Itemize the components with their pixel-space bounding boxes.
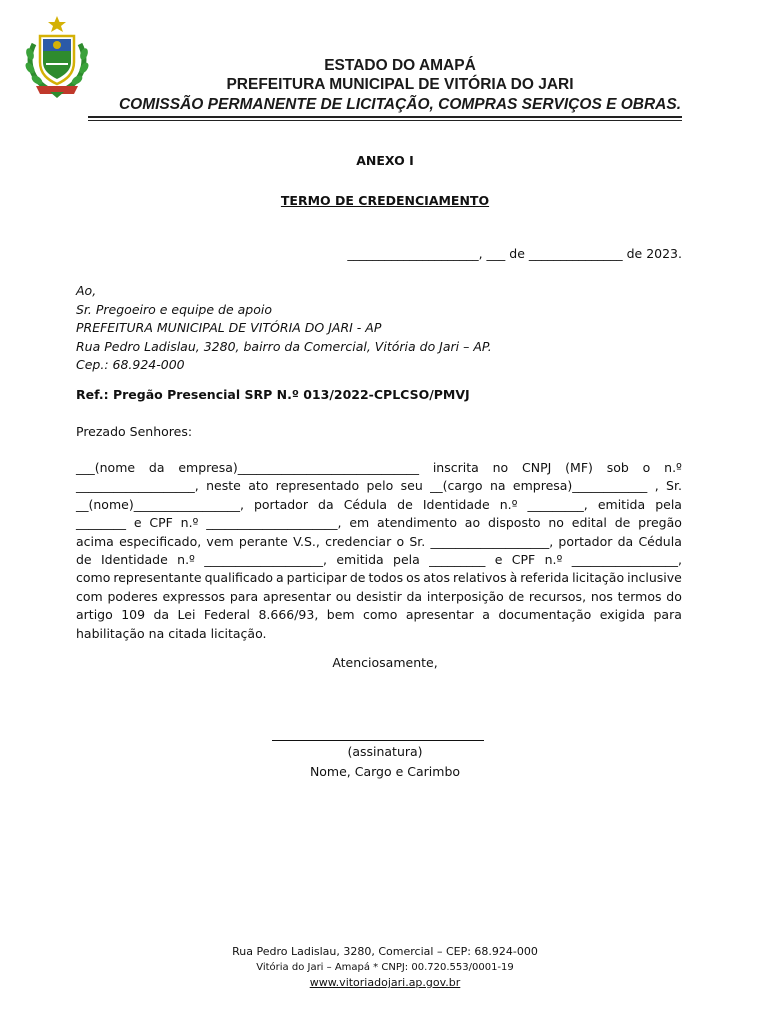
paragraph-word: Identidade: [100, 552, 168, 568]
paragraph-word: os: [406, 570, 421, 586]
paragraph-word: em: [349, 515, 370, 531]
paragraph-word: expressos: [162, 588, 226, 604]
paragraph-line: [76, 606, 682, 624]
paragraph-word: de: [349, 570, 366, 586]
paragraph-word: CPF: [511, 552, 536, 568]
paragraph-word: da: [153, 607, 170, 623]
paragraph-word: ___(nome: [76, 460, 136, 475]
footer-website-link[interactable]: www.vitoriadojari.ap.gov.br: [309, 976, 461, 989]
paragraph-word: CPF: [149, 515, 173, 531]
paragraph-word: da: [148, 460, 165, 475]
paragraph-word: n.º: [499, 496, 518, 512]
paragraph-word: _________,: [527, 496, 588, 512]
paragraph-word: pela: [393, 552, 420, 568]
paragraph-word: ___________________,: [76, 478, 199, 494]
paragraph-word: relativos: [452, 570, 507, 586]
paragraph-word: disposto: [487, 515, 541, 531]
paragraph-word: recursos,: [528, 588, 587, 604]
signature-line: [272, 740, 484, 741]
paragraph-word: pela: [655, 496, 682, 512]
paragraph-word: CNPJ: [522, 460, 552, 475]
paragraph-word: artigo: [76, 607, 113, 623]
paragraph-word: bem: [326, 607, 355, 623]
addressee-line: Sr. Pregoeiro e equipe de apoio: [76, 301, 272, 317]
paragraph-word: de: [614, 515, 631, 531]
paragraph-word: 109: [121, 607, 146, 623]
paragraph-word: emitida: [336, 552, 384, 568]
paragraph-word: representado: [275, 478, 360, 494]
paragraph-word: da: [406, 588, 423, 604]
paragraph-word: 8.666/93,: [258, 607, 319, 623]
paragraph-word: Lei: [177, 607, 196, 623]
paragraph-word: n.º: [177, 552, 195, 568]
addressee-line: Ao,: [76, 283, 97, 298]
signature-role: Nome, Cargo e Carimbo: [309, 764, 461, 779]
paragraph-word: V.S.,: [293, 533, 320, 549]
greeting: Prezado Senhores:: [76, 424, 193, 439]
paragraph-word: nos: [590, 588, 613, 604]
paragraph-word: o: [396, 533, 405, 549]
paragraph-word: qualificado: [204, 570, 274, 586]
paragraph-word: portador: [558, 533, 613, 549]
paragraph-word: documentação: [498, 607, 592, 623]
paragraph-word: a: [276, 570, 284, 586]
paragraph-word: todos: [368, 570, 404, 586]
paragraph-word: _________: [429, 552, 486, 568]
paragraph-word: portador: [253, 496, 308, 512]
paragraph-line: [76, 496, 682, 514]
closing-salutation: Atenciosamente,: [332, 655, 438, 670]
paragraph-line: [76, 551, 682, 569]
paragraph-word: vem: [206, 533, 234, 549]
paragraph-word: ou: [335, 588, 352, 604]
municipality-name: PREFEITURA MUNICIPAL DE VITÓRIA DO JARI: [226, 76, 574, 93]
paragraph-word: participar: [286, 570, 347, 586]
paragraph-word: n.º: [180, 515, 199, 531]
paragraph-word: na: [489, 478, 506, 494]
paragraph-word: desistir: [356, 588, 402, 604]
paragraph-word: Identidade: [422, 496, 490, 512]
reference-line: Ref.: Pregão Presencial SRP N.º 013/2022-CPLCSO/PMVJ: [76, 387, 470, 402]
paragraph-word: atendimento: [377, 515, 457, 531]
paragraph-word: no: [492, 460, 509, 475]
paragraph-word: da: [318, 496, 334, 512]
paragraph-word: habilitação na citada licitação.: [76, 625, 267, 641]
paragraph-word: poderes: [107, 588, 158, 604]
header-divider-thick: [88, 116, 682, 118]
paragraph-word: ato: [248, 478, 269, 494]
paragraph-word: pelo: [366, 478, 394, 494]
paragraph-word: no: [548, 515, 564, 531]
paragraph-word: edital: [571, 515, 607, 531]
paragraph-word: licitação: [572, 570, 625, 586]
paragraph-word: e: [494, 552, 503, 568]
paragraph-line: [76, 569, 682, 587]
paragraph-line: [76, 459, 682, 477]
footer-city-cnpj: Vitória do Jari – Amapá * CNPJ: 00.720.553/0001-19: [256, 962, 514, 973]
paragraph-word: a: [482, 607, 490, 623]
paragraph-word: de: [397, 496, 413, 512]
paragraph-word: perante: [238, 533, 288, 549]
letterhead: [90, 56, 710, 115]
paragraph-word: de: [508, 588, 525, 604]
paragraph-word: Sr.: [409, 533, 426, 549]
paragraph-word: inclusive: [627, 570, 682, 586]
paragraph-word: para: [229, 588, 259, 604]
paragraph-word: atos: [423, 570, 450, 586]
paragraph-word: para: [653, 607, 682, 623]
paragraph-word: ___________________,: [204, 552, 328, 568]
paragraph-word: à: [509, 570, 518, 586]
paragraph-word: e: [133, 515, 142, 531]
state-name: ESTADO DO AMAPÁ: [324, 57, 476, 74]
paragraph-line: [76, 477, 682, 495]
credential-paragraph: [76, 459, 682, 643]
paragraph-word: (MF): [565, 460, 593, 475]
paragraph-word: empresa)____________: [512, 478, 648, 494]
paragraph-word: __(cargo: [430, 478, 483, 494]
document-title: TERMO DE CREDENCIAMENTO: [280, 193, 490, 208]
paragraph-word: como: [363, 607, 398, 623]
paragraph-word: apresentar: [263, 588, 331, 604]
paragraph-word: ___________________,: [430, 533, 554, 549]
paragraph-line: [76, 588, 682, 606]
paragraph-word: interposição: [426, 588, 504, 604]
paragraph-word: __(nome)_________________,: [76, 496, 244, 512]
paragraph-word: pregão: [638, 515, 682, 531]
paragraph-word: apresentar: [405, 607, 474, 623]
paragraph-word: Sr.: [666, 478, 682, 494]
paragraph-word: ao: [464, 515, 481, 531]
paragraph-word: credenciar: [325, 533, 392, 549]
signature-label: (assinatura): [347, 744, 423, 759]
addressee-block: [76, 282, 682, 375]
paragraph-word: termos: [617, 588, 662, 604]
paragraph-line: [76, 625, 682, 643]
paragraph-word: n.º: [664, 460, 682, 475]
paragraph-word: com: [76, 588, 103, 604]
header-divider-thin: [88, 120, 682, 121]
paragraph-word: emitida: [597, 496, 646, 512]
commission-name: COMISSÃO PERMANENTE DE LICITAÇÃO, COMPRAS SERVIÇOS E OBRAS.: [118, 96, 682, 113]
paragraph-word: ,: [654, 478, 659, 494]
annex-title: ANEXO I: [356, 153, 414, 168]
paragraph-word: especificado,: [119, 533, 202, 549]
paragraph-word: representante: [113, 570, 202, 586]
paragraph-word: exigida: [599, 607, 646, 623]
paragraph-word: neste: [206, 478, 241, 494]
paragraph-word: n.º: [544, 552, 563, 568]
paragraph-word: de: [76, 552, 92, 568]
paragraph-word: inscrita: [432, 460, 479, 475]
paragraph-word: sob: [606, 460, 629, 475]
paragraph-line: [76, 533, 682, 551]
paragraph-word: do: [666, 588, 682, 604]
paragraph-word: Cédula: [638, 533, 682, 549]
municipal-coat-of-arms-icon: [20, 14, 94, 98]
paragraph-word: ________: [76, 515, 126, 531]
paragraph-word: Federal: [203, 607, 250, 623]
paragraph-line: [76, 514, 682, 532]
date-line: _____________________, ___ de _______________ de 2023.: [347, 246, 682, 261]
paragraph-word: _________________,: [571, 552, 682, 568]
footer-address: Rua Pedro Ladislau, 3280, Comercial – CEP: 68.924-000: [232, 945, 538, 958]
paragraph-word: da: [617, 533, 634, 549]
paragraph-word: seu: [400, 478, 423, 494]
paragraph-word: Cédula: [343, 496, 388, 512]
paragraph-word: como: [76, 570, 111, 586]
paragraph-word: acima: [76, 533, 114, 549]
paragraph-word: o: [642, 460, 651, 475]
addressee-line: Rua Pedro Ladislau, 3280, bairro da Comercial, Vitória do Jari – AP.: [76, 338, 492, 354]
paragraph-word: empresa)_____________________________: [178, 460, 419, 475]
addressee-line: Cep.: 68.924-000: [76, 357, 185, 373]
paragraph-word: referida: [520, 570, 570, 586]
addressee-line: PREFEITURA MUNICIPAL DE VITÓRIA DO JARI - AP: [76, 320, 382, 336]
paragraph-word: _____________________,: [206, 515, 342, 531]
